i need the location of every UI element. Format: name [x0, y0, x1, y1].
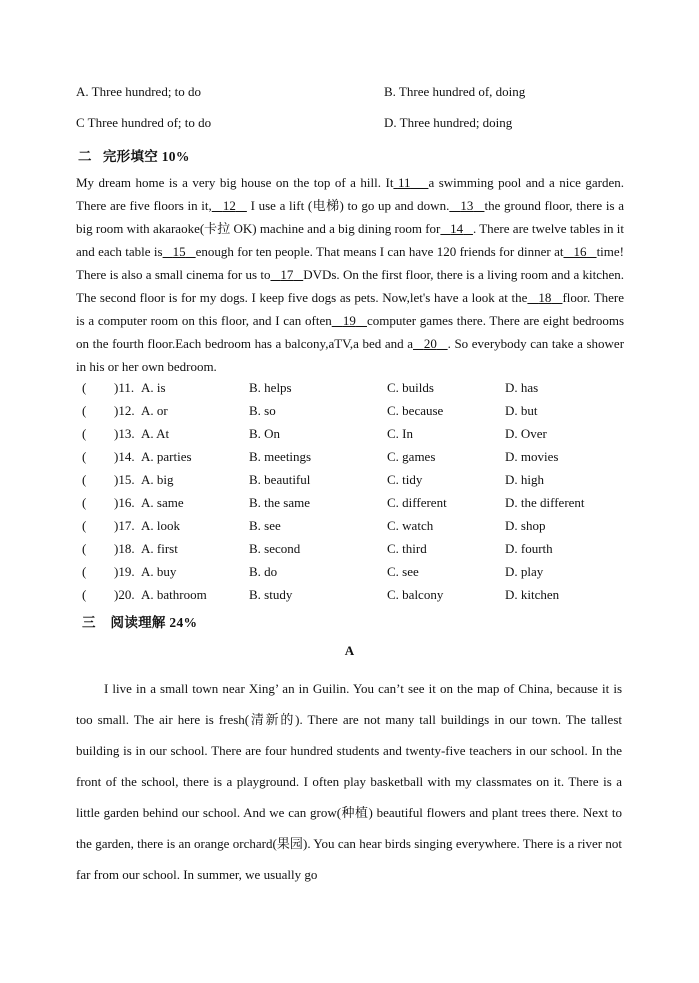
cloze-text: a swimming pool and a nice garden. There are five floors in it, — [76, 175, 625, 213]
blank-13: 13 — [460, 198, 474, 213]
option-b: B. study — [249, 587, 293, 602]
option-d: D. high — [505, 472, 544, 487]
cloze-text: I use a lift (电梯) to go up and down. — [250, 198, 450, 213]
question-number: )15. — [114, 472, 135, 487]
option-d: D. shop — [505, 518, 546, 533]
option-a: A. buy — [141, 564, 177, 579]
question-number: )20. — [114, 587, 135, 602]
option-b: B. do — [249, 564, 278, 579]
option-c: C. different — [387, 495, 447, 510]
passage-label: A — [344, 643, 355, 658]
cloze-text: the ground floor, there is a big room with akaraoke(卡拉 OK) machine and a big dining room for — [76, 198, 625, 236]
option-d: D. but — [505, 403, 538, 418]
question-number: )14. — [114, 449, 135, 464]
option-c: C. games — [387, 449, 436, 464]
top-option-d: D. Three hundred; doing — [384, 115, 513, 130]
cloze-text: . So everybody can take a shower in his or her own bedroom. — [76, 336, 625, 374]
blank-20: 20 — [423, 336, 437, 351]
answer-paren: ( — [82, 426, 87, 441]
section3-number: 三 — [82, 615, 96, 630]
cloze-passage — [76, 171, 624, 378]
answer-paren: ( — [82, 564, 87, 579]
option-b: B. On — [249, 426, 281, 441]
answer-paren: ( — [82, 449, 87, 464]
blank-19: 19 — [342, 313, 356, 328]
answer-paren: ( — [82, 587, 87, 602]
top-option-a: A. Three hundred; to do — [76, 84, 202, 99]
option-b: B. so — [249, 403, 276, 418]
option-d: D. has — [505, 380, 539, 395]
question-number: )16. — [114, 495, 135, 510]
option-d: D. the different — [505, 495, 585, 510]
option-a: A. big — [141, 472, 174, 487]
section2-heading — [78, 145, 190, 165]
option-b: B. meetings — [249, 449, 312, 464]
option-b: B. helps — [249, 380, 292, 395]
option-a: A. bathroom — [141, 587, 207, 602]
option-b: B. see — [249, 518, 281, 533]
option-a: A. parties — [141, 449, 192, 464]
option-b: B. the same — [249, 495, 311, 510]
cloze-text: enough for ten people. That means I can have 120 friends for dinner at — [195, 244, 564, 259]
cloze-text: DVDs. On the first floor, there is a living room and a kitchen. The second floor is for my dogs. I keep five dogs as pets. Now,let's have a look at the — [76, 267, 625, 305]
section3-heading — [82, 611, 197, 631]
option-c: C. see — [387, 564, 419, 579]
option-a: A. first — [141, 541, 178, 556]
question-number: )17. — [114, 518, 135, 533]
option-c: C. balcony — [387, 587, 444, 602]
option-b: B. beautiful — [249, 472, 311, 487]
option-c: C. tidy — [387, 472, 423, 487]
question-number: )12. — [114, 403, 135, 418]
passage-text: I live in a small town near Xing’ an in Guilin. You can’t see it on the map of China, because it is too small. The air here is fresh(清新的). There are not many tall buildings in our town. The tallest building is in our school. There are four hundred students and twenty-five teachers in our school. In the front of the school, there is a playground. I often play basketball with my classmates on it. There is a little garden behind our school. And we can grow(种植) beautiful flowers and plant trees there. Next to the garden, there is an orange orchard(果园). You can hear birds singing everywhere. There is a river not far from our school. In summer, we usually go — [76, 681, 622, 882]
option-d: D. movies — [505, 449, 559, 464]
question-number: )11. — [114, 380, 135, 395]
blank-17: 17 — [280, 267, 294, 282]
section3-title: 阅读理解 24% — [110, 615, 198, 630]
option-c: C. because — [387, 403, 444, 418]
top-option-b: B. Three hundred of, doing — [384, 84, 526, 99]
section2-title: 完形填空 10% — [102, 149, 190, 164]
blank-15: 15 — [172, 244, 186, 259]
blank-12: 12 — [222, 198, 236, 213]
section2-number: 二 — [78, 149, 92, 164]
cloze-text: computer games there. There are eight bedrooms on the fourth floor.Each bedroom has a balcony,aTV,a bed and a — [76, 313, 625, 351]
answer-paren: ( — [82, 495, 87, 510]
cloze-text: time! There is also a small cinema for us to — [76, 244, 624, 282]
cloze-text: floor. There is a computer room on this floor, and I can often — [76, 290, 625, 328]
option-c: C. third — [387, 541, 427, 556]
option-d: D. kitchen — [505, 587, 560, 602]
question-number: )18. — [114, 541, 135, 556]
answer-paren: ( — [82, 380, 87, 395]
option-c: C. watch — [387, 518, 434, 533]
option-b: B. second — [249, 541, 301, 556]
answer-paren: ( — [82, 472, 87, 487]
blank-14: 14 — [450, 221, 464, 236]
option-a: A. is — [141, 380, 166, 395]
top-option-c: C Three hundred of; to do — [76, 115, 212, 130]
option-d: D. fourth — [505, 541, 553, 556]
option-c: C. In — [387, 426, 413, 441]
option-a: A. look — [141, 518, 180, 533]
option-a: A. At — [141, 426, 170, 441]
option-d: D. Over — [505, 426, 547, 441]
blank-11: 11 — [397, 175, 411, 190]
option-a: A. same — [141, 495, 184, 510]
blank-18: 18 — [538, 290, 552, 305]
cloze-text: My dream home is a very big house on the top of a hill. It — [76, 175, 394, 190]
option-c: C. builds — [387, 380, 434, 395]
option-d: D. play — [505, 564, 544, 579]
option-a: A. or — [141, 403, 168, 418]
answer-paren: ( — [82, 518, 87, 533]
cloze-text: . There are twelve tables in it and each table is — [76, 221, 625, 259]
question-number: )13. — [114, 426, 135, 441]
question-number: )19. — [114, 564, 135, 579]
blank-16: 16 — [573, 244, 587, 259]
reading-passage — [76, 673, 622, 890]
answer-paren: ( — [82, 403, 87, 418]
answer-paren: ( — [82, 541, 87, 556]
